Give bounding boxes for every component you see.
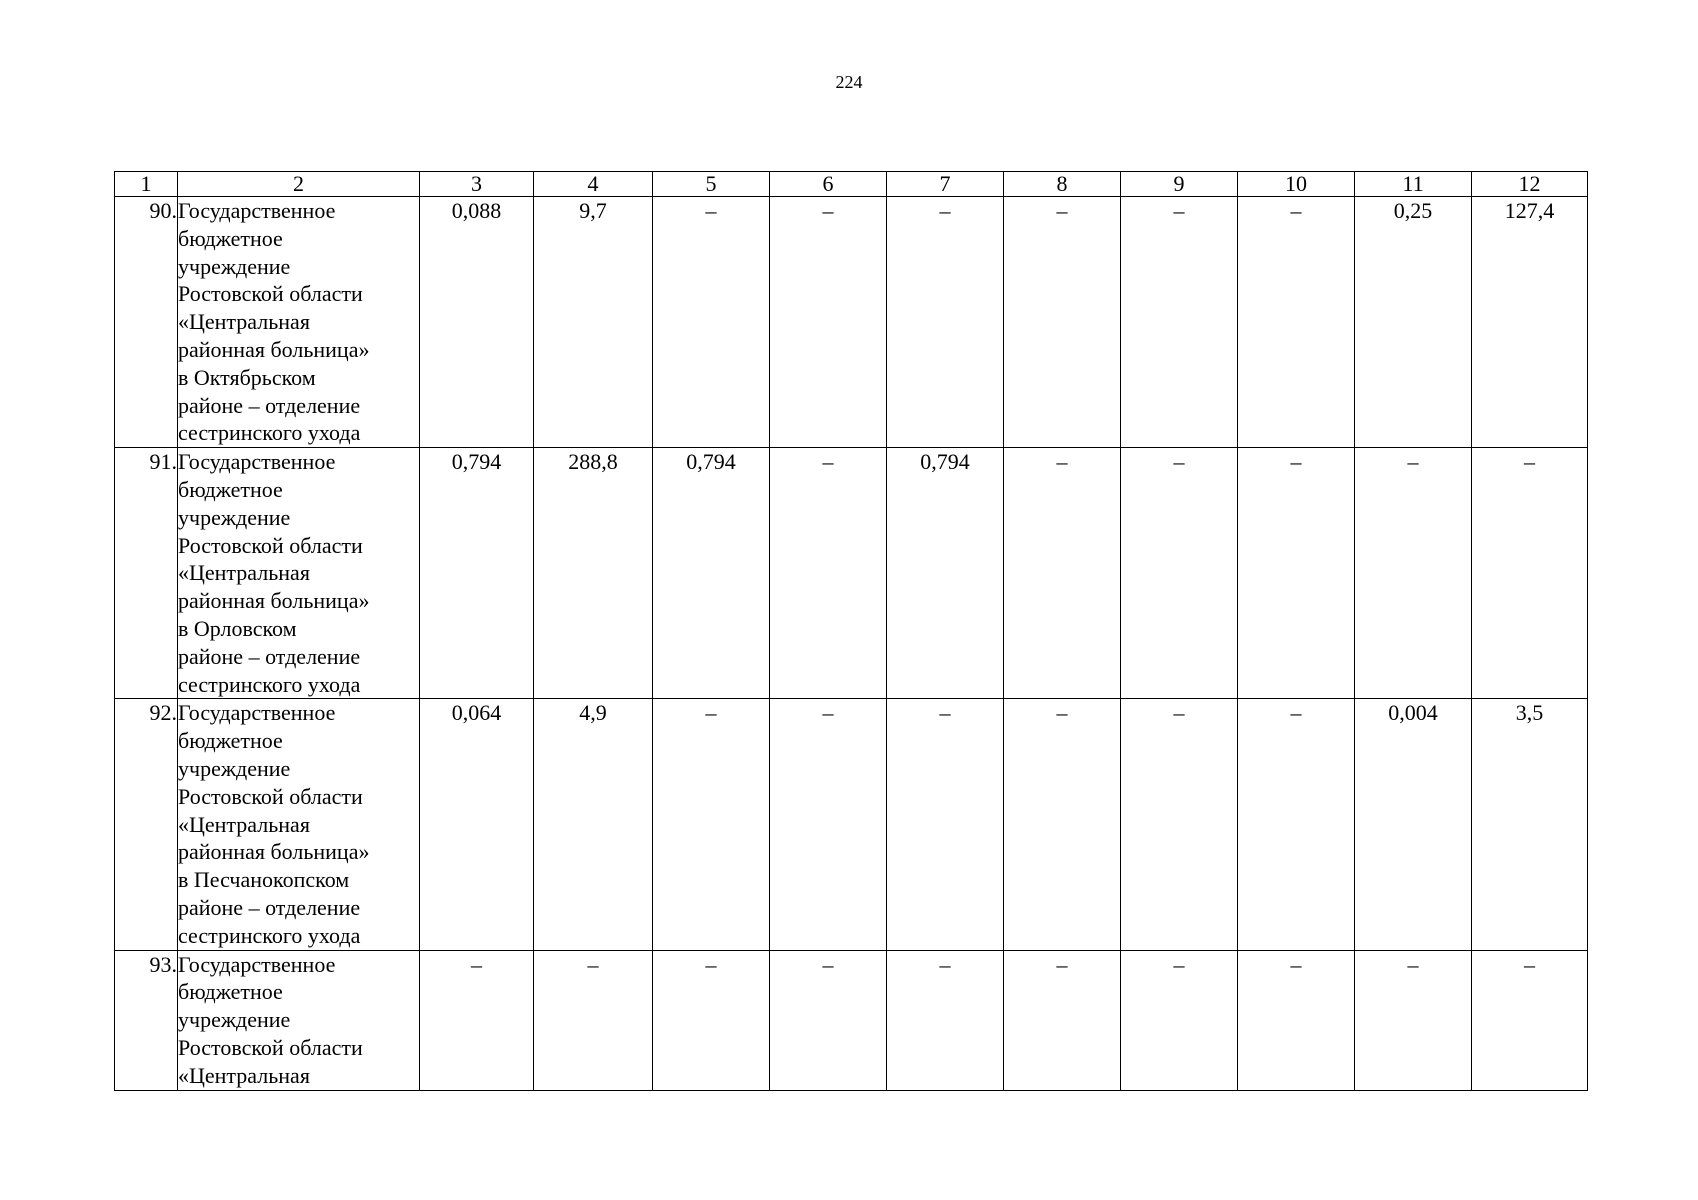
name-line: Ростовской области xyxy=(178,1034,363,1060)
value-cell: – xyxy=(1472,950,1588,1090)
name-line: Государственное xyxy=(178,951,336,977)
name-line: районная больница» xyxy=(178,336,370,362)
name-line: учреждение xyxy=(178,755,291,781)
name-line: Ростовской области xyxy=(178,532,363,558)
name-line: сестринского ухода xyxy=(178,922,361,948)
value-cell: – xyxy=(653,699,770,950)
value-cell: – xyxy=(653,197,770,448)
value-cell: – xyxy=(1121,197,1238,448)
name-line: бюджетное xyxy=(178,979,283,1005)
column-header: 8 xyxy=(1004,172,1121,197)
value-cell: – xyxy=(887,950,1004,1090)
name-line: Ростовской области xyxy=(178,281,363,307)
column-header: 5 xyxy=(653,172,770,197)
value-cell: – xyxy=(1004,950,1121,1090)
institution-name xyxy=(178,197,420,448)
value-cell: 0,794 xyxy=(887,448,1004,699)
name-line: бюджетное xyxy=(178,225,283,251)
value-cell: – xyxy=(1004,699,1121,950)
value-cell: – xyxy=(887,197,1004,448)
name-line: Государственное xyxy=(178,700,336,726)
value-cell: – xyxy=(770,950,887,1090)
value-cell: 0,088 xyxy=(420,197,534,448)
name-line: «Центральная xyxy=(178,1062,310,1088)
value-cell: 4,9 xyxy=(534,699,653,950)
name-line: учреждение xyxy=(178,253,291,279)
name-line: «Центральная xyxy=(178,309,310,335)
value-cell: – xyxy=(1472,448,1588,699)
value-cell: – xyxy=(770,448,887,699)
value-cell: 0,004 xyxy=(1355,699,1472,950)
value-cell: 9,7 xyxy=(534,197,653,448)
name-line: районе – отделение xyxy=(178,643,361,669)
name-line: сестринского ухода xyxy=(178,671,361,697)
value-cell: – xyxy=(887,699,1004,950)
name-line: районная больница» xyxy=(178,839,370,865)
column-header: 7 xyxy=(887,172,1004,197)
header-row xyxy=(115,172,1588,197)
column-header: 4 xyxy=(534,172,653,197)
value-cell: 0,064 xyxy=(420,699,534,950)
table-row xyxy=(115,950,1588,1090)
column-header: 9 xyxy=(1121,172,1238,197)
column-header: 12 xyxy=(1472,172,1588,197)
value-cell: – xyxy=(1238,448,1355,699)
name-line: районе – отделение xyxy=(178,392,361,418)
value-cell: – xyxy=(1238,197,1355,448)
name-line: сестринского ухода xyxy=(178,420,361,446)
column-header: 1 xyxy=(115,172,178,197)
name-line: Ростовской области xyxy=(178,783,363,809)
row-number: 93. xyxy=(115,950,178,1090)
value-cell: – xyxy=(1238,950,1355,1090)
row-number: 91. xyxy=(115,448,178,699)
name-line: бюджетное xyxy=(178,476,283,502)
name-line: Государственное xyxy=(178,449,336,475)
value-cell: 0,25 xyxy=(1355,197,1472,448)
value-cell: 127,4 xyxy=(1472,197,1588,448)
name-line: в Песчанокопском xyxy=(178,867,350,893)
value-cell: – xyxy=(770,699,887,950)
name-line: районе – отделение xyxy=(178,894,361,920)
value-cell: – xyxy=(1355,950,1472,1090)
value-cell: 288,8 xyxy=(534,448,653,699)
value-cell: – xyxy=(1121,699,1238,950)
row-number: 92. xyxy=(115,699,178,950)
value-cell: – xyxy=(1121,950,1238,1090)
value-cell: – xyxy=(1121,448,1238,699)
value-cell: – xyxy=(770,197,887,448)
name-line: в Октябрьском xyxy=(178,364,316,390)
value-cell: 0,794 xyxy=(420,448,534,699)
value-cell: – xyxy=(1238,699,1355,950)
name-line: в Орловском xyxy=(178,615,297,641)
column-header: 6 xyxy=(770,172,887,197)
page-number: 224 xyxy=(835,72,863,92)
value-cell: – xyxy=(1004,197,1121,448)
institution-name xyxy=(178,950,420,1090)
name-line: учреждение xyxy=(178,504,291,530)
table-row xyxy=(115,448,1588,699)
column-header: 11 xyxy=(1355,172,1472,197)
column-header: 2 xyxy=(178,172,420,197)
value-cell: – xyxy=(534,950,653,1090)
value-cell: – xyxy=(653,950,770,1090)
value-cell: 3,5 xyxy=(1472,699,1588,950)
value-cell: – xyxy=(420,950,534,1090)
institution-name xyxy=(178,448,420,699)
institution-name xyxy=(178,699,420,950)
table-row xyxy=(115,197,1588,448)
name-line: бюджетное xyxy=(178,728,283,754)
name-line: «Центральная xyxy=(178,811,310,837)
name-line: учреждение xyxy=(178,1007,291,1033)
data-table xyxy=(114,171,1588,1091)
row-number: 90. xyxy=(115,197,178,448)
value-cell: – xyxy=(1004,448,1121,699)
value-cell: 0,794 xyxy=(653,448,770,699)
column-header: 3 xyxy=(420,172,534,197)
name-line: районная больница» xyxy=(178,588,370,614)
column-header: 10 xyxy=(1238,172,1355,197)
table-row xyxy=(115,699,1588,950)
name-line: Государственное xyxy=(178,198,336,223)
value-cell: – xyxy=(1355,448,1472,699)
name-line: «Центральная xyxy=(178,560,310,586)
